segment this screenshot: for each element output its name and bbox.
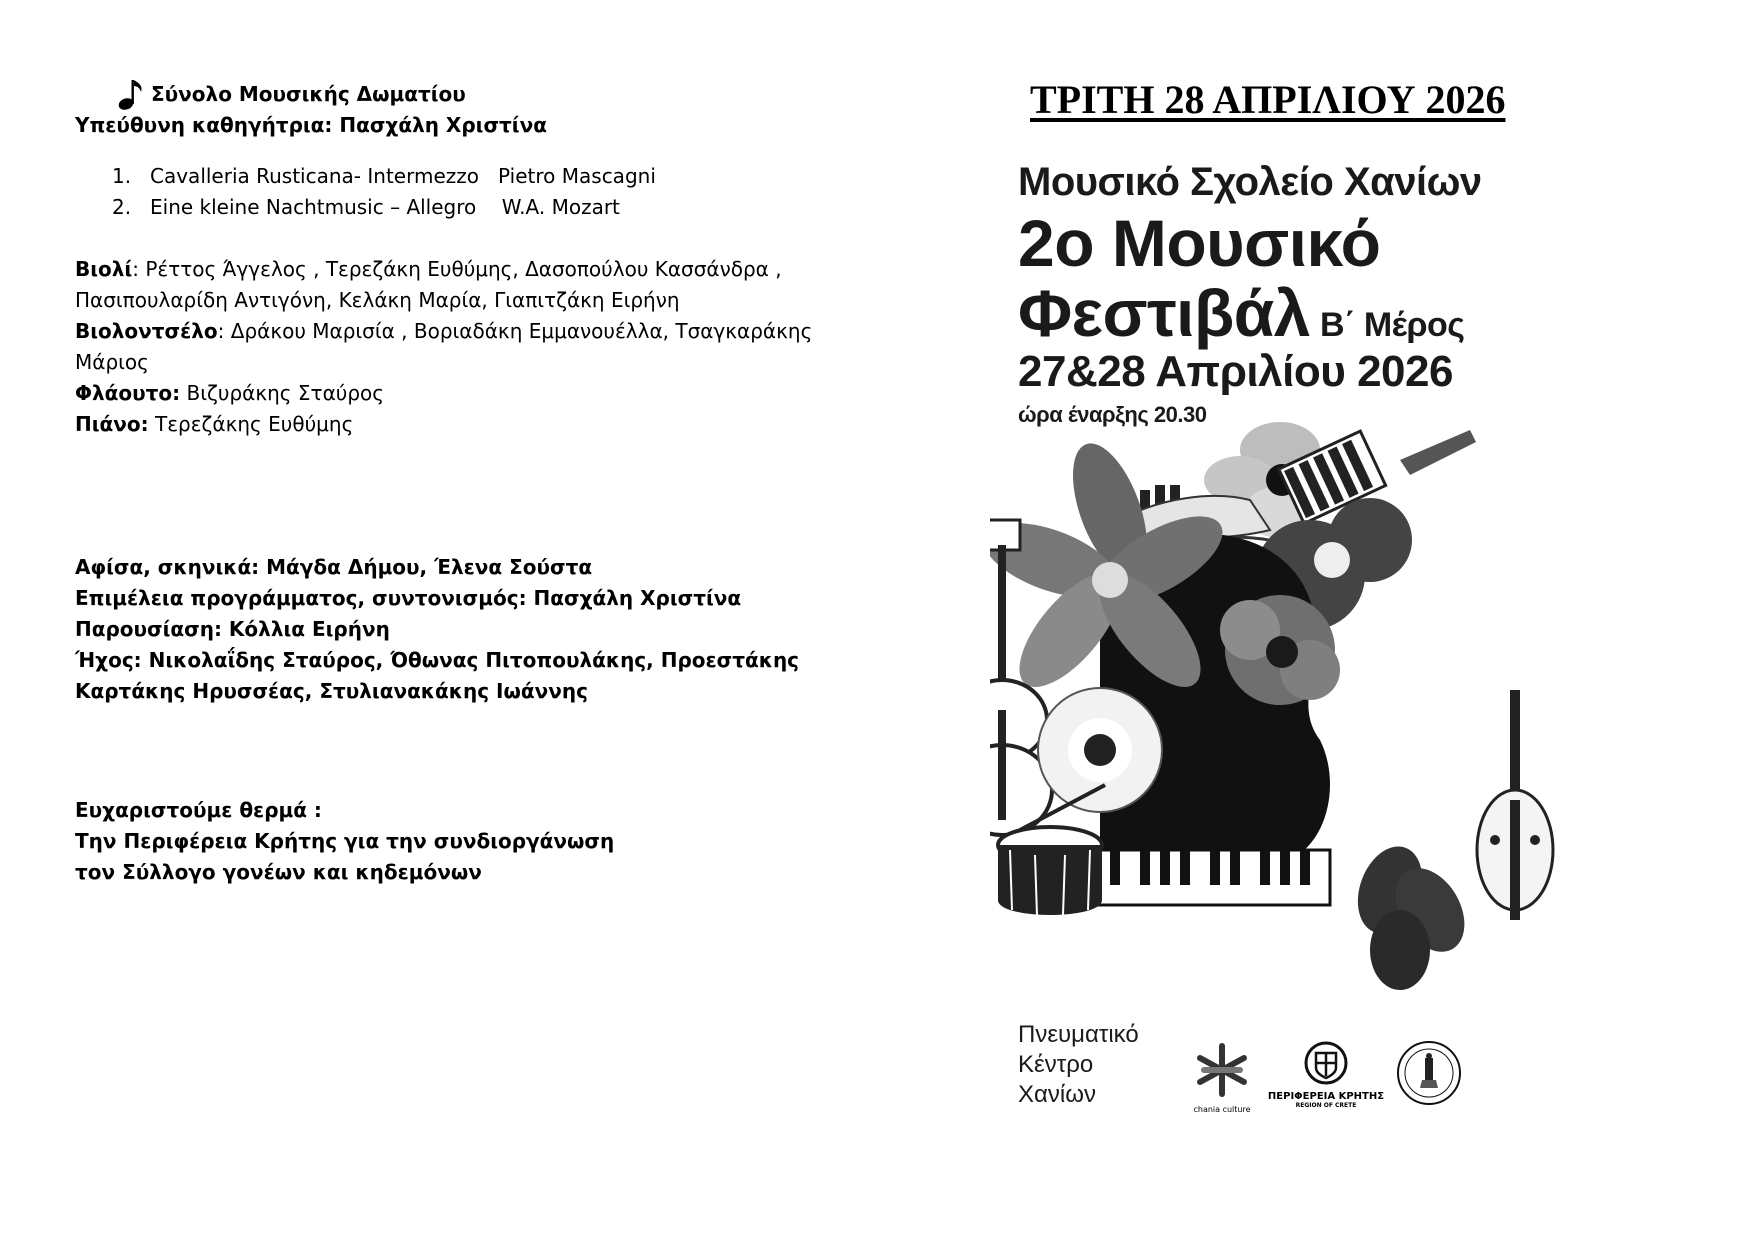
work-title: Eine kleine Nachtmusic – Allegro W.A. Mozart xyxy=(150,195,620,219)
thanks xyxy=(75,795,875,888)
poster-line3 xyxy=(1018,275,1464,351)
pk-line: Κέντρο xyxy=(1018,1051,1094,1078)
works-list xyxy=(75,161,875,223)
work-item xyxy=(75,192,875,223)
piano-names: Τερεζάκης Ευθύμης xyxy=(148,412,354,436)
flute-label: Φλάουτο: xyxy=(75,381,181,405)
cello-label: Βιολοντσέλο xyxy=(75,319,218,343)
poster-school: Μουσικό Σχολείο Χανίων xyxy=(1018,160,1482,204)
mandolin xyxy=(1477,690,1553,920)
cello-row xyxy=(75,316,875,347)
work-number: 1. xyxy=(112,164,132,188)
region-of-crete-logo xyxy=(1266,1040,1386,1118)
violins-row xyxy=(75,254,875,285)
credit-line: Αφίσα, σκηνικά: Μάγδα Δήμου, Έλενα Σούστα xyxy=(75,555,593,579)
work-number: 2. xyxy=(112,195,132,219)
music-note-icon xyxy=(117,78,147,110)
poster-line2: 2ο Μουσικό xyxy=(1018,206,1381,280)
left-panel xyxy=(75,78,875,888)
cello-row-cont: Μάριος xyxy=(75,350,149,374)
credit-line: Επιμέλεια προγράμματος, συντονισμός: Πασχάλη Χριστίνα xyxy=(75,586,742,610)
cello-names: : Δράκου Μαρισία , Βοριαδάκη Εμμανουέλλα, Τσαγκαράκης xyxy=(217,319,813,343)
chania-culture-text: chania culture xyxy=(1193,1105,1251,1114)
circular-seal-logo xyxy=(1396,1040,1462,1106)
flute-names: Βιζυράκης Σταύρος xyxy=(180,381,384,405)
thanks-line: Την Περιφέρεια Κρήτης για την συνδιοργάνωση xyxy=(75,829,615,853)
flower-bottom xyxy=(1346,837,1478,990)
date-heading: ΤΡΙΤΗ 28 ΑΠΡΙΛΙΟΥ 2026 xyxy=(1030,77,1506,122)
ensemble-heading xyxy=(75,78,875,110)
thanks-line: τον Σύλλογο γονέων και κηδεμόνων xyxy=(75,860,482,884)
credit-line: Καρτάκης Ηρυσσέας, Στυλιανακάκης Ιωάννης xyxy=(75,679,588,703)
violins-label: Βιολί xyxy=(75,257,133,281)
thanks-heading: Ευχαριστούμε θερμά : xyxy=(75,798,322,822)
chania-culture-logo xyxy=(1192,1040,1252,1118)
crete-logo-title: ΠΕΡΙΦΕΡΕΙΑ ΚΡΗΤΗΣ xyxy=(1267,1091,1385,1102)
crete-logo-sub: REGION OF CRETE xyxy=(1295,1102,1357,1109)
work-title: Cavalleria Rusticana- Intermezzo Pietro Mascagni xyxy=(150,164,656,188)
credits xyxy=(75,552,875,707)
violins-names: : Ρέττος Άγγελος , Τερεζάκη Ευθύμης, Δασοπούλου Κασσάνδρα , xyxy=(132,257,782,281)
credit-line: Παρουσίαση: Κόλλια Ειρήνη xyxy=(75,617,390,641)
poster-artwork xyxy=(990,420,1570,1020)
pneumatiko-kentro-logo xyxy=(1018,1020,1139,1110)
teacher-line: Υπεύθυνη καθηγήτρια: Πασχάλη Χριστίνα xyxy=(75,113,547,137)
violins-row-cont: Πασιπουλαρίδη Αντιγόνη, Κελάκη Μαρία, Γιαπιτζάκη Ειρήνη xyxy=(75,288,680,312)
ensemble-title: Σύνολο Μουσικής Δωματίου xyxy=(151,82,466,106)
pk-line: Πνευματικό xyxy=(1018,1021,1139,1048)
credit-line: Ήχος: Νικολαΐδης Σταύρος, Όθωνας Πιτοπουλάκης, Προεστάκης xyxy=(75,648,800,672)
pk-line: Χανίων xyxy=(1018,1081,1096,1108)
greek-emblem-icon xyxy=(1266,1040,1386,1086)
piano-label: Πιάνο: xyxy=(75,412,149,436)
piano-row xyxy=(75,409,875,440)
flower-daisy xyxy=(1038,688,1162,812)
poster-festival: Φεστιβάλ xyxy=(1018,276,1311,350)
poster-part: Β΄ Μέρος xyxy=(1320,306,1465,344)
flute-row xyxy=(75,378,875,409)
chania-culture-icon xyxy=(1192,1040,1252,1100)
work-item xyxy=(75,161,875,192)
poster-start-time: ώρα έναρξης 20.30 xyxy=(1018,402,1207,427)
roster xyxy=(75,254,875,440)
poster-dates: 27&28 Απριλίου 2026 xyxy=(1018,347,1453,396)
